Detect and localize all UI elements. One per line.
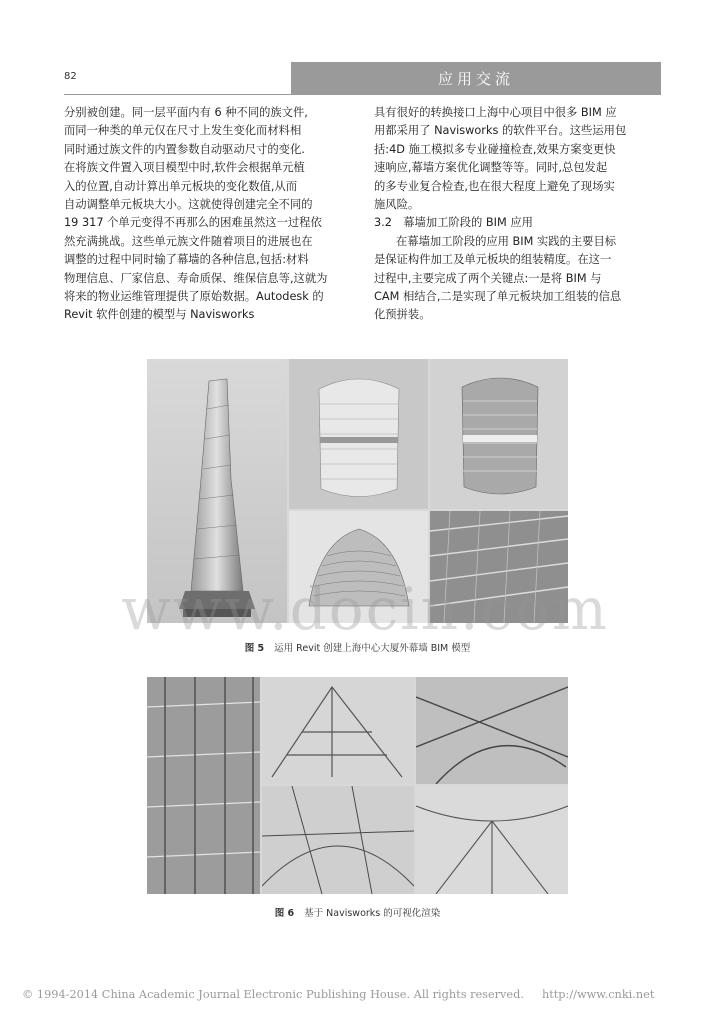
curtain-wall-lit-image (430, 359, 568, 509)
figure-6-label: 图 6 (274, 908, 295, 919)
body-line: 施风险。 (374, 198, 420, 212)
figure-6-caption-text: 基于 Navisworks 的可视化渲染 (304, 908, 441, 919)
structure-render-image-2 (416, 677, 568, 784)
header-rule (64, 94, 661, 95)
footer (22, 988, 722, 1001)
body-line: Revit 软件创建的模型与 Navisworks (64, 308, 255, 322)
figure-5-caption (147, 640, 568, 654)
page-number: 82 (64, 71, 77, 82)
body-line: 同时通过族文件的内置参数自动驱动尺寸的变化. (64, 142, 305, 156)
body-line: 将来的物业运维管理提供了原始数据。Autodesk 的 (64, 290, 324, 304)
body-line: 自动调整单元板块大小。这就使得创建完全不同的 (64, 198, 313, 212)
body-line: 是保证构件加工及单元板块的组装精度。在这一 (374, 253, 612, 267)
structure-render-image-1 (262, 677, 414, 784)
body-line: 过程中,主要完成了两个关键点:一是将 BIM 与 (374, 271, 602, 285)
footer-url[interactable]: http://www.cnki.net (541, 988, 655, 1001)
body-line: 括:4D 施工模拟多专业碰撞检查,效果方案变更快 (374, 142, 616, 156)
body-line: 而同一种类的单元仅在尺寸上发生变化而材料相 (64, 124, 302, 138)
body-line: 入的位置,自动计算出单元板块的变化数值,从而 (64, 179, 298, 193)
footer-copyright: © 1994-2014 China Academic Journal Electronic Publishing House. All rights reserved. (22, 988, 524, 1001)
right-column (374, 104, 664, 325)
figure-5-caption-text: 运用 Revit 创建上海中心大厦外幕墙 BIM 模型 (274, 643, 471, 654)
figure-6 (147, 677, 568, 894)
figure-5 (147, 359, 568, 623)
watermark: www.docin.com (121, 575, 609, 643)
left-column (64, 104, 356, 325)
curtain-wall-model-image (289, 359, 428, 509)
curtain-wall-base-image (289, 511, 428, 623)
body-line: 的多专业复合检查,也在很大程度上避免了现场实 (374, 179, 615, 193)
body-line: 然充满挑战。这些单元族文件随着项目的进展也在 (64, 234, 313, 248)
figure-6-caption (147, 905, 568, 919)
body-line: 具有很好的转换接口上海中心项目中很多 BIM 应 (374, 106, 617, 119)
facade-render-image (147, 677, 260, 894)
structure-render-image-4 (416, 786, 568, 894)
curtain-wall-closeup-image (430, 511, 568, 623)
body-line: 19 317 个单元变得不再那么的困难虽然这一过程依 (64, 216, 322, 230)
structure-render-image-3 (262, 786, 414, 894)
body-line: 在幕墙加工阶段的应用 BIM 实践的主要目标 (396, 234, 617, 248)
figure-5-label: 图 5 (244, 643, 265, 654)
body-line: 分别被创建。同一层平面内有 6 种不同的族文件, (64, 106, 308, 119)
body-line: 在将族文件置入项目模型中时,软件会根据单元植 (64, 161, 305, 175)
body-line: 用都采用了 Navisworks 的软件平台。这些运用包 (374, 124, 627, 138)
body-line: 调整的过程中同时输了幕墙的各种信息,包括:材料 (64, 253, 309, 267)
tower-model-image (147, 359, 287, 623)
body-line: 化预拼装。 (374, 308, 431, 322)
body-line: 速响应,幕墙方案优化调整等等。同时,总包发起 (374, 161, 608, 175)
section-header: 应用交流 (291, 62, 661, 94)
body-line: CAM 相结合,二是实现了单元板块加工组装的信息 (374, 290, 622, 304)
body-line: 物理信息、厂家信息、寿命质保、维保信息等,这就为 (64, 271, 328, 285)
section-heading: 3.2 幕墙加工阶段的 BIM 应用 (374, 216, 533, 230)
